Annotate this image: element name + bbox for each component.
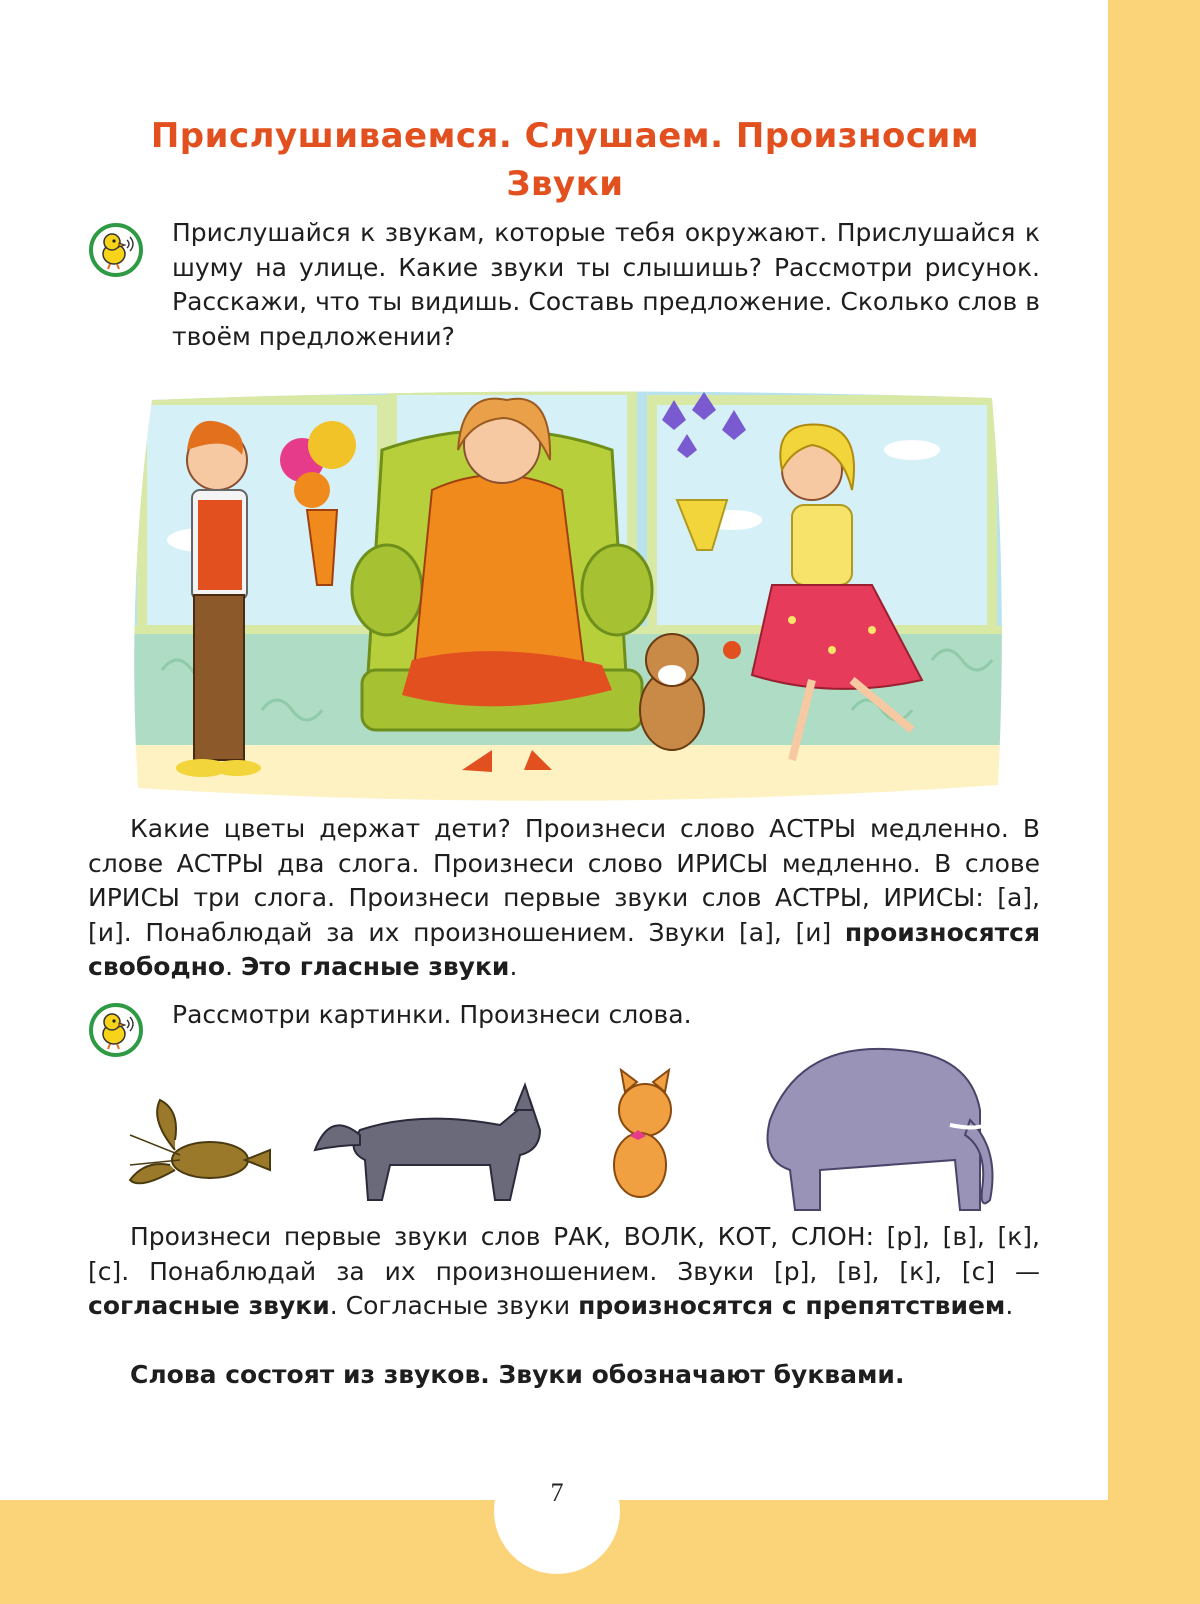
vowels-sep: .: [225, 952, 241, 981]
consonants-paragraph: [88, 1220, 1040, 1324]
vowels-paragraph: [88, 812, 1040, 985]
consonants-bold-2: произносятся с препятствием: [578, 1291, 1006, 1320]
rule-text: Слова состоят из звуков. Звуки обозначают буквами.: [130, 1360, 905, 1389]
wolf-picture: [315, 1085, 540, 1200]
task1-text: Прислушайся к звукам, которые тебя окружают. Прислушайся к шуму на улице. Какие звуки ты слышишь? Рассмотри рисунок. Расскажи, что ты видишь. Составь предложение. Сколько слов в твоём предложении?: [172, 218, 1040, 351]
consonants-text-2: . Согласные звуки: [329, 1291, 579, 1320]
task2-text: Рассмотри картинки. Произнеси слова.: [172, 1000, 692, 1029]
page-number: 7: [550, 1478, 564, 1507]
consonants-text-1: Произнеси первые звуки слов РАК, ВОЛК, КОТ, СЛОН: [р], [в], [к], [с]. Понаблюдай за их произношением. Звуки [р], [в], [к], [с] —: [88, 1222, 1040, 1286]
vowels-text: Какие цветы держат дети? Произнеси слово АСТРЫ медленно. В слове АСТРЫ два слога. Произнеси слово ИРИСЫ медленно. В слове ИРИСЫ три слога. Произнеси первые звуки слов АСТРЫ, ИРИСЫ: [а], [и]. Понаблюдай за их произношением. Звуки [а], [и]: [88, 814, 1040, 947]
crayfish-picture: [130, 1100, 270, 1183]
vowels-end: .: [509, 952, 518, 981]
animals-illustration: [120, 1040, 1020, 1230]
lesson-title-line1: Прислушиваемся. Слушаем. Произносим: [150, 116, 980, 156]
cat-picture: [614, 1070, 671, 1197]
elephant-picture: [768, 1049, 993, 1210]
consonants-end: .: [1005, 1291, 1014, 1320]
listen-bird-icon: [88, 222, 144, 278]
consonants-bold-1: согласные звуки: [88, 1291, 330, 1320]
page-number-badge: [494, 1448, 620, 1574]
lesson-title-line2: Звуки: [506, 164, 624, 204]
vowels-bold-1: произносятся свободно: [88, 917, 1040, 981]
illustration-children-give-flowers: [132, 390, 1006, 810]
vowels-bold-2: Это гласные звуки: [241, 952, 510, 981]
